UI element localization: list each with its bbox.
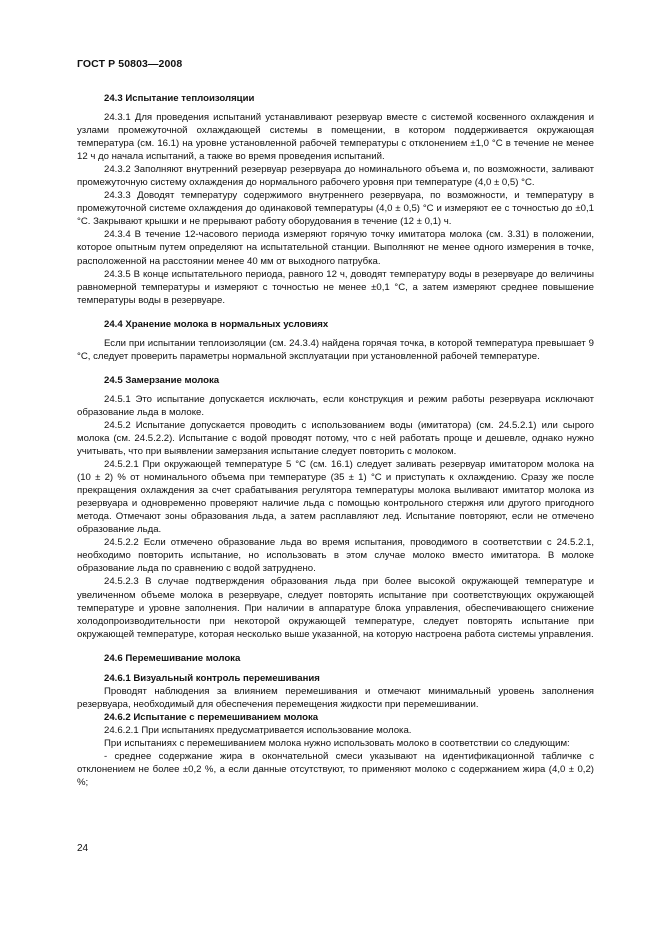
paragraph-24-5-2: 24.5.2 Испытание допускается проводить с использованием воды (имитатора) (см. 24.5.2.1) или сырого молока (см. 24.5.2.2). Испытание с водой проводят потому, что с ней работать проще и дешевле, однако нужно учитывать, что при выявлении замерзания испытание следует повторить с молоком. <box>77 419 594 457</box>
paragraph-24-3-3: 24.3.3 Доводят температуру содержимого внутреннего резервуара, по возможности, и температуру в промежуточной системе охлаждения до одинаковой температуры (4,0 ± 0,5) °С и измеряют ее с точностью до ±0,1 °С. Закрывают крышки и не прерывают работу оборудования в течение (12 ± 0,1) ч. <box>77 190 594 228</box>
paragraph-24-5-2-1: 24.5.2.1 При окружающей температуре 5 °С (см. 16.1) следует заливать резервуар имитатором молока на (10 ± 2) % от номинального объема при температуре (35 ± 1) °С и приступать к охлаждению. Сразу же после прекращения охлаждения за счет срабатывания регулятора температуры молока выливают имитатор молока из резервуара и одновременно проверяют наличие льда с помощью контрольного стержня или другого пригодного метода. Отмечают зоны образования льда, а затем расплавляют лед. Испытание повторяют, если не отмечено образование льда. <box>77 459 594 536</box>
paragraph-24-5-2-3: 24.5.2.3 В случае подтверждения образования льда при более высокой окружающей температуре и увеличенном объеме молока в резервуаре, следует повторять испытание при соответствующих окружающей температуре и уровне заполнения. При наличии в аппаратуре блока управления, обеспечивающего снижение холодопроизводительности при некоторой окружающей температуре, следует повторять испытание при окружающей температуре, которая несколько выше указанной, на которую настроена работа системы управления. <box>77 576 594 640</box>
page-number: 24 <box>77 843 89 854</box>
subsection-24-6-2-title: 24.6.2 Испытание с перемешиванием молока <box>104 711 319 723</box>
section-24-3-title: 24.3 Испытание теплоизоляции <box>104 93 255 104</box>
section-24-5-title: 24.5 Замерзание молока <box>104 374 220 386</box>
paragraph-24-4: Если при испытании теплоизоляции (см. 24.3.4) найдена горячая точка, в которой температура превышает 9 °С, следует проверить параметры нормальной эксплуатации при установленной рабочей температуре. <box>77 337 594 362</box>
paragraph-24-5-2-2: 24.5.2.2 Если отмечено образование льда во время испытания, проводимого в соответствии с 24.5.2.1, необходимо повторить испытание, но использовать в этом случае молоко вместо имитатора. В молоке образование льда по сравнению с водой затруднено. <box>77 537 594 575</box>
paragraph-24-3-1: 24.3.1 Для проведения испытаний устанавливают резервуар вместе с системой косвенного охлаждения и узлами промежуточной охлаждающей системы в помещении, в котором поддерживается окружающая температура (см. 16.1) на уровне установленной рабочей температуры с отклонением ±1,0 °С в течение не менее 12 ч до начала испытаний, а также во время проведения испытаний. <box>77 112 594 163</box>
paragraph-24-6-1: Проводят наблюдения за влиянием перемешивания и отмечают минимальный уровень заполнения резервуара, необходимый для обеспечения перемещения жидкости при перемешивании. <box>77 685 594 710</box>
paragraph-24-3-4: 24.3.4 В течение 12-часового периода измеряют горячую точку имитатора молока (см. 3.31) в положении, которое опытным путем определяют на испытательной станции. Выполняют не менее одного измерения в точке, расположенной на расстоянии менее 40 мм от выходного патрубка. <box>77 229 594 267</box>
list-item-fat-content: - среднее содержание жира в окончательной смеси указывают на идентификационной табличке с отклонением не более ±0,2 %, а если данные отсутствуют, то применяют молоко с содержанием жира (4,0 ± 0,2) %; <box>77 750 594 788</box>
paragraph-24-5-1: 24.5.1 Это испытание допускается исключать, если конструкция и режим работы резервуара исключают образование льда в молоке. <box>77 393 594 418</box>
document-page <box>77 58 594 789</box>
paragraph-24-6-2-1: 24.6.2.1 При испытаниях предусматривается использование молока. <box>104 724 412 736</box>
section-24-6-title: 24.6 Перемешивание молока <box>104 652 241 664</box>
subsection-24-6-1-title: 24.6.1 Визуальный контроль перемешивания <box>104 672 320 684</box>
document-header: ГОСТ Р 50803—2008 <box>77 58 183 70</box>
paragraph-24-6-2-intro: При испытаниях с перемешиванием молока нужно использовать молоко в соответствии со следующим: <box>104 737 570 749</box>
paragraph-24-3-5: 24.3.5 В конце испытательного периода, равного 12 ч, доводят температуру воды в резервуаре до величины равномерной температуры и измеряют с точностью не менее ±0,1 °С, а затем измеряют среднее повышение температуры воды в резервуаре. <box>77 268 594 306</box>
section-24-4-title: 24.4 Хранение молока в нормальных условиях <box>104 318 329 330</box>
paragraph-24-3-2: 24.3.2 Заполняют внутренний резервуар резервуара до номинального объема и, по возможности, заливают промежуточную систему охлаждения до нормального рабочего уровня при температуре (4,0 ± 0,5) °С. <box>77 164 594 189</box>
